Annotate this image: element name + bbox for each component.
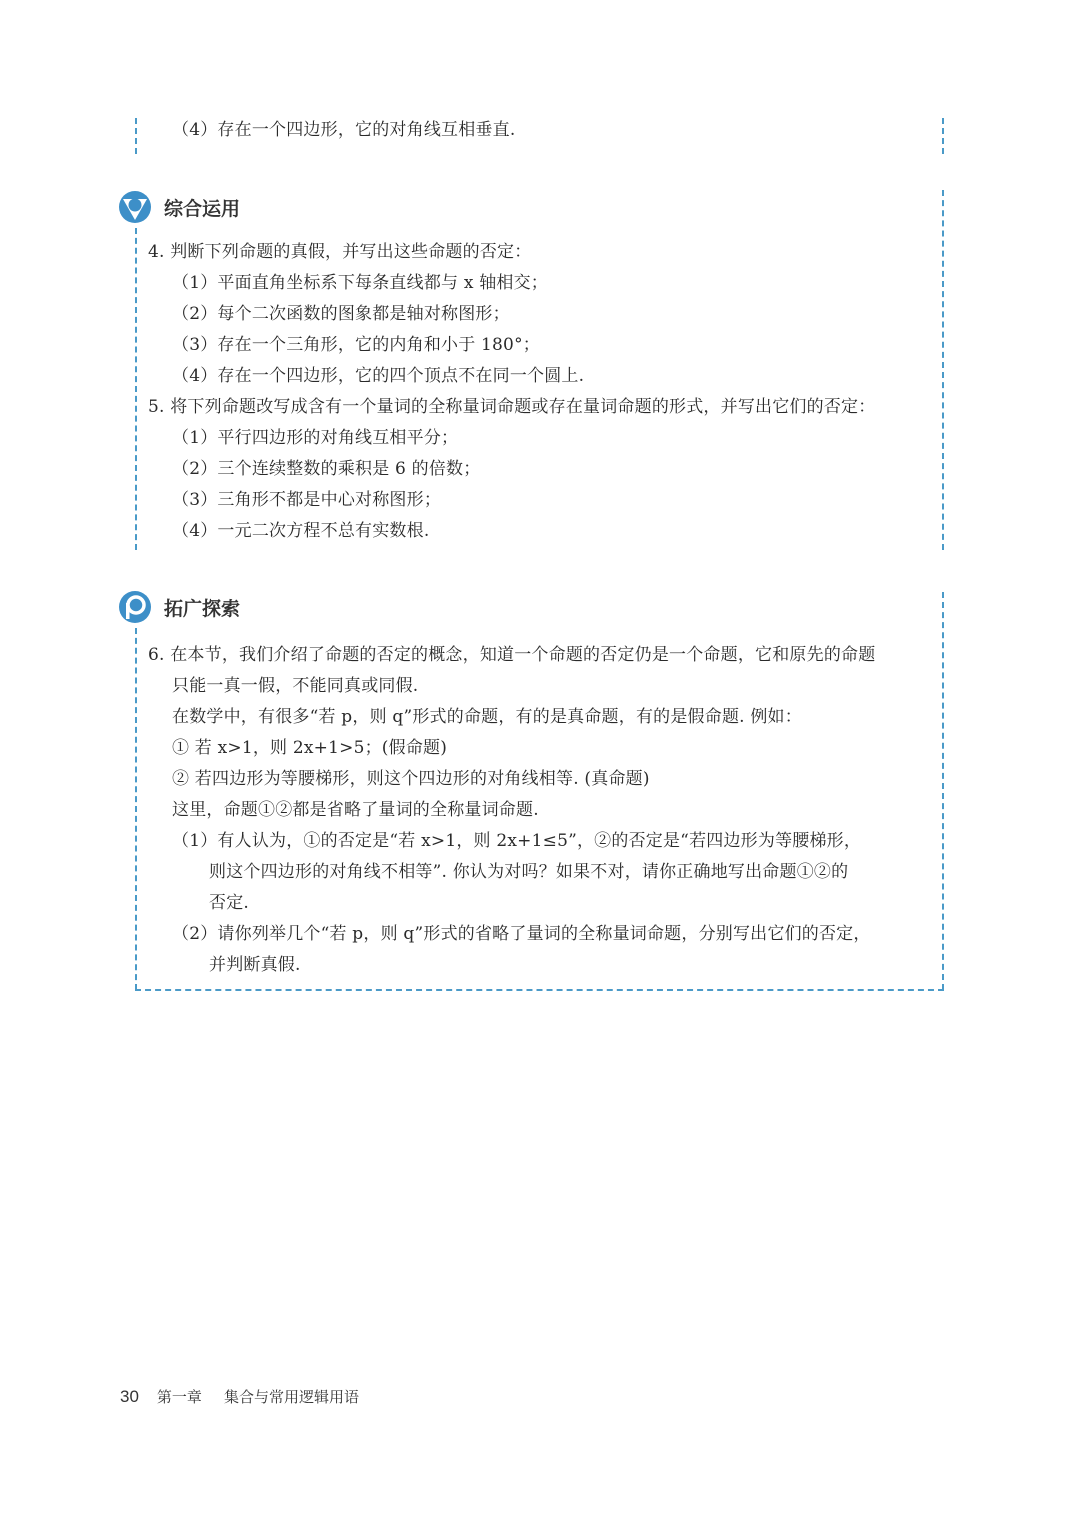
question-item: （3）存在一个三角形，它的内角和小于 180°； xyxy=(172,335,540,355)
question-item: （1）平面直角坐标系下每条直线都与 x 轴相交； xyxy=(172,273,549,293)
circle-p-icon xyxy=(118,590,152,624)
page-footer xyxy=(120,1386,359,1407)
page-number: 30 xyxy=(120,1387,139,1406)
question-item: （2）每个二次函数的图象都是轴对称图形； xyxy=(172,304,510,324)
box-left-border xyxy=(135,228,137,550)
question-stem: 5. 将下列命题改写成含有一个量词的全称量词命题或存在量词命题的形式，并写出它们的否定： xyxy=(148,397,876,417)
question-text: 只能一真一假，不能同真或同假. xyxy=(172,676,419,696)
question-item: （4）存在一个四边形，它的四个顶点不在同一个圆上. xyxy=(172,366,585,386)
box-bottom-border xyxy=(135,989,944,991)
exercise-item: （4）存在一个四边形，它的对角线互相垂直. xyxy=(172,120,516,140)
question-item: （1）平行四边形的对角线互相平分； xyxy=(172,428,459,448)
chapter-label: 第一章 xyxy=(156,1388,202,1406)
question-item: （4）一元二次方程不总有实数根. xyxy=(172,521,430,541)
question-item-cont: 并判断真假. xyxy=(209,955,301,975)
box-right-border xyxy=(942,190,944,550)
box-right-border xyxy=(942,592,944,990)
box-right-border-top xyxy=(942,118,944,154)
section-header-explore xyxy=(118,590,240,624)
example-proposition-2: ② 若四边形为等腰梯形，则这个四边形的对角线相等. (真命题) xyxy=(172,769,650,789)
section-title: 拓广探索 xyxy=(164,597,241,620)
triangle-circle-icon xyxy=(118,190,152,224)
section-title: 综合运用 xyxy=(164,197,241,220)
question-item-cont: 否定. xyxy=(209,893,250,913)
question-item: （1）有人认为，①的否定是“若 x>1，则 2x+1≤5”，②的否定是“若四边形为等腰梯形， xyxy=(172,831,862,851)
section-header-comprehensive xyxy=(118,190,240,224)
question-text: 这里，命题①②都是省略了量词的全称量词命题. xyxy=(172,800,539,820)
question-text: 在数学中，有很多“若 p，则 q”形式的命题，有的是真命题，有的是假命题. 例如： xyxy=(172,707,802,727)
chapter-title: 集合与常用逻辑用语 xyxy=(223,1388,359,1406)
box-left-border xyxy=(135,628,137,990)
question-stem: 6. 在本节，我们介绍了命题的否定的概念，知道一个命题的否定仍是一个命题，它和原先的命题 xyxy=(148,645,876,665)
question-item: （3）三角形不都是中心对称图形； xyxy=(172,490,442,510)
question-stem: 4. 判断下列命题的真假，并写出这些命题的否定： xyxy=(148,242,532,262)
question-item-cont: 则这个四边形的对角线不相等”. 你认为对吗？如果不对，请你正确地写出命题①②的 xyxy=(209,862,849,882)
question-item: （2）请你列举几个“若 p，则 q”形式的省略了量词的全称量词命题，分别写出它们的否定， xyxy=(172,924,871,944)
example-proposition-1: ① 若 x>1，则 2x+1>5；(假命题) xyxy=(172,738,448,758)
box-left-border-top xyxy=(135,118,137,154)
question-item: （2）三个连续整数的乘积是 6 的倍数； xyxy=(172,459,481,479)
